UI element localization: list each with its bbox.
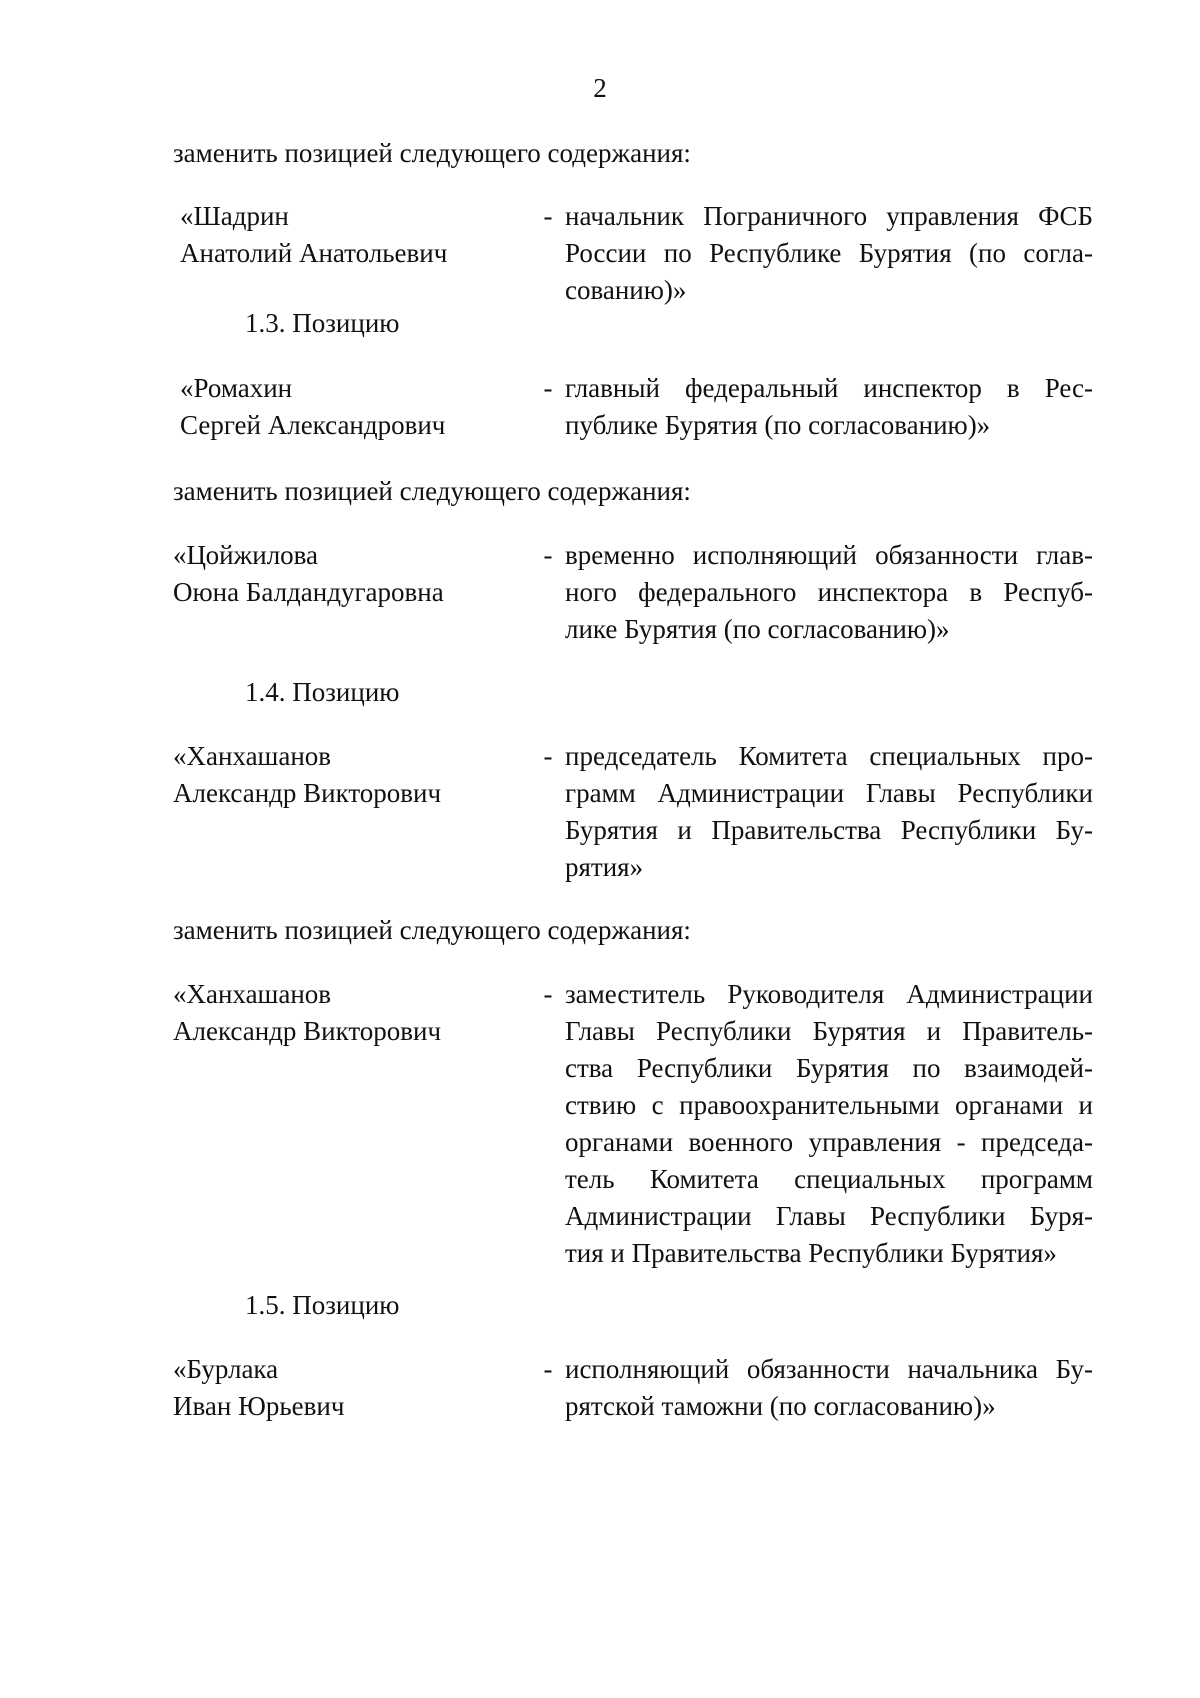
separator-dash: - — [543, 1354, 553, 1384]
description-line: тель Комитета специальных программ — [565, 1164, 1093, 1194]
separator-dash: - — [543, 979, 553, 1009]
section-heading-1-4: 1.4. Позицию — [245, 677, 400, 707]
separator-dash: - — [543, 540, 553, 570]
given-names: Оюна Балдандугаровна — [173, 577, 444, 607]
surname: «Ромахин — [180, 373, 293, 403]
person-name — [180, 198, 540, 272]
person-name — [173, 976, 533, 1050]
surname: «Бурлака — [173, 1354, 279, 1384]
person-name — [180, 370, 540, 444]
replace-instruction: заменить позицией следующего содержания: — [173, 138, 691, 168]
description-line: рятской таможни (по согласованию)» — [565, 1391, 996, 1421]
person-name — [173, 537, 533, 611]
description-line: исполняющий обязанности начальника Бу- — [565, 1354, 1093, 1384]
given-names: Сергей Александрович — [180, 410, 446, 440]
page-number: 2 — [593, 73, 607, 103]
given-names: Иван Юрьевич — [173, 1391, 345, 1421]
position-description — [565, 537, 1093, 648]
description-line: органами военного управления - председа- — [565, 1127, 1093, 1157]
given-names: Александр Викторович — [173, 778, 442, 808]
description-line: рятия» — [565, 852, 644, 882]
description-line: России по Республике Бурятия (по согла- — [565, 238, 1093, 268]
description-line: главный федеральный инспектор в Рес- — [565, 373, 1093, 403]
section-heading-1-5: 1.5. Позицию — [245, 1290, 400, 1320]
surname: «Ханхашанов — [173, 741, 332, 771]
position-description — [565, 198, 1093, 309]
description-line: начальник Пограничного управления ФСБ — [565, 201, 1093, 231]
description-line: сованию)» — [565, 275, 687, 305]
position-description — [565, 738, 1093, 886]
replace-instruction: заменить позицией следующего содержания: — [173, 476, 691, 506]
position-description — [565, 976, 1093, 1272]
surname: «Ханхашанов — [173, 979, 332, 1009]
description-line: Бурятия и Правительства Республики Бу- — [565, 815, 1093, 845]
given-names: Александр Викторович — [173, 1016, 442, 1046]
description-line: временно исполняющий обязанности глав- — [565, 540, 1093, 570]
description-line: лике Бурятия (по согласованию)» — [565, 614, 950, 644]
surname: «Шадрин — [180, 201, 289, 231]
given-names: Анатолий Анатольевич — [180, 238, 448, 268]
separator-dash: - — [543, 201, 553, 231]
surname: «Цойжилова — [173, 540, 319, 570]
description-line: грамм Администрации Главы Республики — [565, 778, 1093, 808]
description-line: председатель Комитета специальных про- — [565, 741, 1093, 771]
position-description — [565, 1351, 1093, 1425]
description-line: Администрации Главы Республики Буря- — [565, 1201, 1093, 1231]
section-heading-1-3: 1.3. Позицию — [245, 308, 400, 338]
description-line: публике Бурятия (по согласованию)» — [565, 410, 991, 440]
replace-instruction: заменить позицией следующего содержания: — [173, 915, 691, 945]
separator-dash: - — [543, 373, 553, 403]
description-line: Главы Республики Бурятия и Правитель- — [565, 1016, 1093, 1046]
description-line: ства Республики Бурятия по взаимодей- — [565, 1053, 1093, 1083]
description-line: ного федерального инспектора в Респуб- — [565, 577, 1093, 607]
description-line: тия и Правительства Республики Бурятия» — [565, 1238, 1057, 1268]
person-name — [173, 1351, 533, 1425]
description-line: заместитель Руководителя Администрации — [565, 979, 1093, 1009]
separator-dash: - — [543, 741, 553, 771]
person-name — [173, 738, 533, 812]
position-description — [565, 370, 1093, 444]
description-line: ствию с правоохранительными органами и — [565, 1090, 1093, 1120]
